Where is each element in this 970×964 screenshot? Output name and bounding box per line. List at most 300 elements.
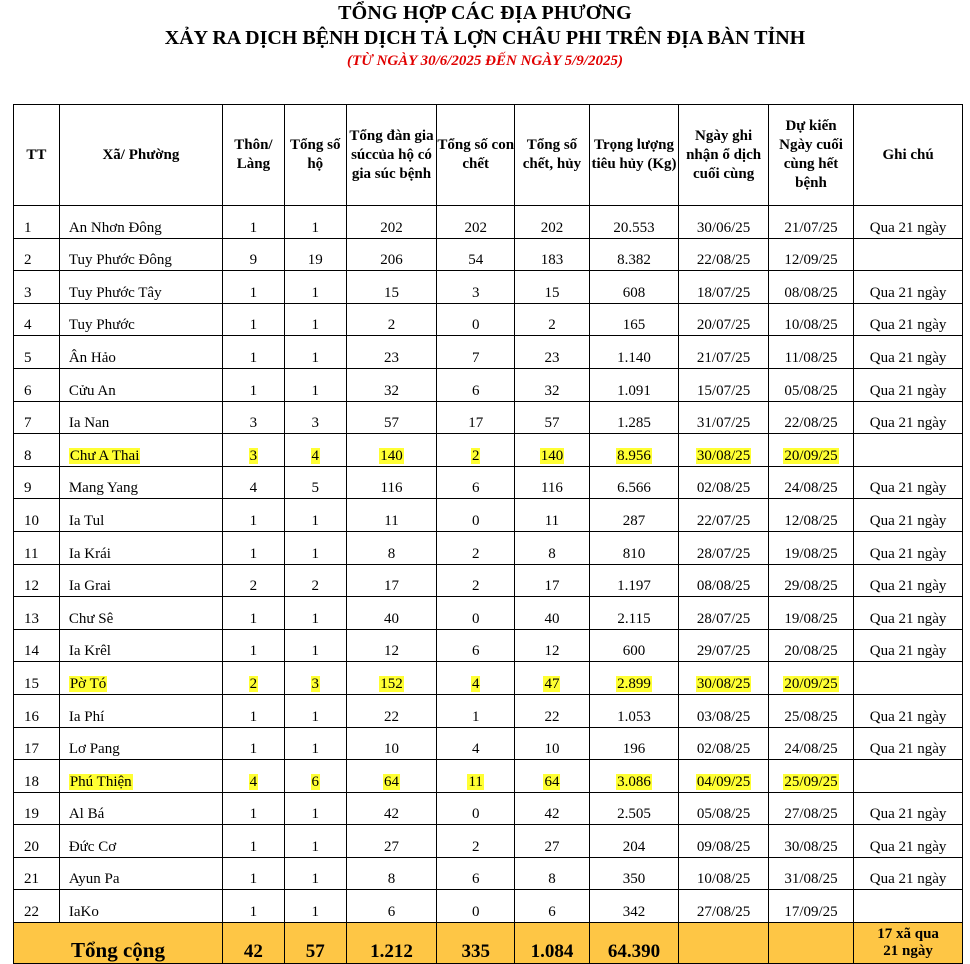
expected-end-date: 21/07/25: [784, 219, 838, 236]
total-households: 57: [284, 923, 346, 964]
row-index: 4: [24, 317, 32, 334]
culled-weight: 2.505: [617, 806, 651, 823]
commune-name: Pờ Tó: [69, 675, 107, 692]
herd-size: 116: [380, 480, 403, 497]
culled-weight-cell: [589, 499, 679, 532]
row-index: 17: [24, 741, 39, 758]
household-count-cell: [284, 694, 346, 727]
table-body: [14, 206, 963, 923]
expected-end-date-cell: [768, 694, 853, 727]
dead-count: 2: [471, 545, 480, 562]
culled-weight-cell: [589, 206, 679, 239]
last-outbreak-date-cell: [679, 694, 769, 727]
expected-end-date: 25/08/25: [784, 708, 838, 725]
culled-weight-cell: [589, 564, 679, 597]
col-header-commune: Xã/ Phường: [59, 105, 222, 206]
herd-size: 40: [383, 610, 399, 627]
household-count-cell: [284, 597, 346, 630]
dead-culled-count: 8: [548, 545, 556, 562]
expected-end-date-cell: [768, 434, 853, 467]
note: Qua 21 ngày: [869, 317, 947, 334]
row-index-cell: [14, 271, 60, 304]
village-count: 1: [249, 512, 258, 529]
row-index: 3: [24, 284, 32, 301]
row-index-cell: [14, 792, 60, 825]
report-title-line1: TỔNG HỢP CÁC ĐỊA PHƯƠNG: [338, 2, 632, 24]
household-count: 19: [307, 252, 323, 269]
culled-weight: 608: [622, 284, 646, 301]
total-weight: 64.390: [589, 923, 679, 964]
commune-name: Ia Grai: [68, 578, 111, 595]
report-date-range: (TỪ NGÀY 30/6/2025 ĐẾN NGÀY 5/9/2025): [347, 53, 623, 69]
row-index: 15: [24, 675, 39, 692]
dead-count-cell: [437, 760, 515, 793]
note-cell: [854, 499, 963, 532]
village-count-cell: [222, 564, 284, 597]
row-index-cell: [14, 857, 60, 890]
village-count-cell: [222, 336, 284, 369]
commune-name-cell: [59, 303, 222, 336]
household-count: 1: [311, 545, 319, 562]
village-count-cell: [222, 890, 284, 923]
note-cell: [854, 694, 963, 727]
village-count: 1: [249, 317, 258, 334]
household-count: 3: [311, 675, 319, 692]
dead-culled-count-cell: [515, 466, 590, 499]
expected-end-date-cell: [768, 792, 853, 825]
dead-count: 4: [471, 741, 480, 758]
note: Qua 21 ngày: [869, 610, 947, 627]
village-count-cell: [222, 238, 284, 271]
last-outbreak-date-cell: [679, 303, 769, 336]
village-count: 2: [249, 578, 258, 595]
note-cell: [854, 434, 963, 467]
last-outbreak-date-cell: [679, 597, 769, 630]
dead-count-cell: [437, 368, 515, 401]
note-cell: [854, 368, 963, 401]
row-index: 10: [24, 512, 39, 529]
commune-name-cell: [59, 662, 222, 695]
culled-weight: 1.140: [617, 349, 651, 366]
commune-name-cell: [59, 694, 222, 727]
total-empty-1: [679, 923, 769, 964]
row-index-cell: [14, 760, 60, 793]
row-index: 6: [24, 382, 32, 399]
note: Qua 21 ngày: [869, 871, 947, 888]
household-count-cell: [284, 629, 346, 662]
expected-end-date: 20/08/25: [784, 643, 838, 660]
last-outbreak-date: 30/08/25: [696, 675, 751, 692]
dead-count-cell: [437, 792, 515, 825]
dead-count-cell: [437, 401, 515, 434]
dead-count: 2: [471, 838, 480, 855]
village-count: 1: [249, 838, 258, 855]
dead-count-cell: [437, 597, 515, 630]
village-count-cell: [222, 434, 284, 467]
village-count: 4: [249, 773, 258, 790]
culled-weight-cell: [589, 597, 679, 630]
culled-weight: 600: [622, 643, 646, 660]
household-count-cell: [284, 531, 346, 564]
dead-culled-count-cell: [515, 597, 590, 630]
dead-culled-count: 57: [544, 415, 560, 432]
last-outbreak-date: 22/08/25: [696, 252, 751, 269]
dead-culled-count: 12: [544, 643, 560, 660]
culled-weight: 287: [622, 512, 646, 529]
note: Qua 21 ngày: [869, 415, 947, 432]
household-count: 5: [311, 480, 319, 497]
household-count: 1: [311, 284, 319, 301]
report-title-line2: XẢY RA DỊCH BỆNH DỊCH TẢ LỢN CHÂU PHI TRÊN ĐỊA BÀN TỈNH: [164, 27, 806, 49]
note-cell: [854, 564, 963, 597]
dead-culled-count-cell: [515, 238, 590, 271]
expected-end-date: 12/08/25: [784, 512, 838, 529]
dead-count-cell: [437, 336, 515, 369]
dead-culled-count-cell: [515, 792, 590, 825]
expected-end-date-cell: [768, 206, 853, 239]
culled-weight: 3.086: [617, 773, 651, 790]
household-count-cell: [284, 303, 346, 336]
expected-end-date-cell: [768, 271, 853, 304]
note: Qua 21 ngày: [869, 512, 947, 529]
herd-size: 6: [387, 904, 396, 921]
commune-name-cell: [59, 531, 222, 564]
commune-name: IaKo: [68, 904, 99, 921]
village-count-cell: [222, 857, 284, 890]
culled-weight: 1.053: [617, 708, 651, 725]
dead-count: 4: [471, 675, 480, 692]
herd-size: 2: [387, 317, 396, 334]
culled-weight-cell: [589, 531, 679, 564]
culled-weight-cell: [589, 466, 679, 499]
herd-size-cell: [346, 564, 437, 597]
herd-size: 206: [380, 252, 403, 269]
dead-count: 54: [468, 252, 484, 269]
expected-end-date: 25/09/25: [784, 773, 838, 790]
expected-end-date: 20/09/25: [784, 675, 838, 692]
last-outbreak-date-cell: [679, 662, 769, 695]
culled-weight-cell: [589, 662, 679, 695]
last-outbreak-date-cell: [679, 238, 769, 271]
village-count: 3: [249, 415, 258, 432]
culled-weight-cell: [589, 238, 679, 271]
col-header-dead: Tổng số con chết: [437, 105, 515, 206]
total-note-line2: 21 ngày: [883, 943, 933, 960]
row-index-cell: [14, 727, 60, 760]
dead-culled-count: 17: [544, 578, 560, 595]
expected-end-date: 30/08/25: [784, 838, 838, 855]
expected-end-date-cell: [768, 857, 853, 890]
dead-count-cell: [437, 206, 515, 239]
household-count-cell: [284, 401, 346, 434]
household-count: 1: [311, 904, 319, 921]
note-cell: [854, 401, 963, 434]
commune-name: Ia Krái: [68, 545, 111, 562]
commune-name-cell: [59, 499, 222, 532]
dead-count: 2: [471, 578, 480, 595]
row-index-cell: [14, 564, 60, 597]
table-row: [14, 336, 963, 369]
dead-culled-count: 64: [544, 773, 560, 790]
commune-name: Ân Hảo: [68, 349, 116, 366]
last-outbreak-date-cell: [679, 564, 769, 597]
note-cell: [854, 206, 963, 239]
table-row: [14, 792, 963, 825]
last-outbreak-date: 02/08/25: [696, 480, 751, 497]
dead-count: 1: [471, 708, 480, 725]
village-count-cell: [222, 401, 284, 434]
household-count-cell: [284, 434, 346, 467]
culled-weight: 350: [622, 871, 646, 888]
household-count-cell: [284, 336, 346, 369]
herd-size: 11: [384, 512, 399, 529]
table-row: [14, 694, 963, 727]
village-count-cell: [222, 303, 284, 336]
culled-weight: 1.091: [617, 382, 651, 399]
table-row: [14, 238, 963, 271]
last-outbreak-date-cell: [679, 499, 769, 532]
dead-count: 6: [471, 643, 480, 660]
culled-weight-cell: [589, 890, 679, 923]
culled-weight-cell: [589, 629, 679, 662]
row-index: 2: [24, 252, 32, 269]
culled-weight: 196: [622, 741, 646, 758]
dead-count: 0: [471, 806, 480, 823]
table-row: [14, 531, 963, 564]
row-index: 13: [24, 610, 39, 627]
last-outbreak-date-cell: [679, 368, 769, 401]
expected-end-date: 27/08/25: [784, 806, 838, 823]
last-outbreak-date-cell: [679, 271, 769, 304]
row-index-cell: [14, 434, 60, 467]
note-cell: [854, 531, 963, 564]
note-cell: [854, 825, 963, 858]
note: Qua 21 ngày: [869, 806, 947, 823]
total-dead-culled: 1.084: [515, 923, 590, 964]
dead-culled-count-cell: [515, 890, 590, 923]
commune-name: Ia Nan: [68, 415, 110, 432]
household-count-cell: [284, 890, 346, 923]
last-outbreak-date-cell: [679, 336, 769, 369]
dead-culled-count-cell: [515, 694, 590, 727]
row-index: 9: [24, 480, 32, 497]
last-outbreak-date-cell: [679, 531, 769, 564]
culled-weight-cell: [589, 727, 679, 760]
dead-count-cell: [437, 238, 515, 271]
dead-culled-count-cell: [515, 857, 590, 890]
last-outbreak-date-cell: [679, 825, 769, 858]
dead-count-cell: [437, 825, 515, 858]
col-header-village: Thôn/ Làng: [222, 105, 284, 206]
last-outbreak-date-cell: [679, 792, 769, 825]
village-count: 1: [249, 904, 258, 921]
herd-size-cell: [346, 662, 437, 695]
outbreak-table: [13, 104, 963, 964]
village-count-cell: [222, 694, 284, 727]
dead-count-cell: [437, 629, 515, 662]
table-row: [14, 499, 963, 532]
expected-end-date: 31/08/25: [784, 871, 838, 888]
herd-size: 42: [383, 806, 399, 823]
row-index-cell: [14, 629, 60, 662]
dead-culled-count: 183: [540, 252, 564, 269]
commune-name-cell: [59, 206, 222, 239]
expected-end-date: 24/08/25: [784, 741, 838, 758]
culled-weight-cell: [589, 271, 679, 304]
culled-weight: 810: [622, 545, 646, 562]
village-count-cell: [222, 727, 284, 760]
commune-name-cell: [59, 368, 222, 401]
expected-end-date: 19/08/25: [784, 545, 838, 562]
row-index: 14: [24, 643, 39, 660]
table-row: [14, 629, 963, 662]
expected-end-date-cell: [768, 466, 853, 499]
note: Qua 21 ngày: [869, 545, 947, 562]
expected-end-date: 19/08/25: [784, 610, 838, 627]
last-outbreak-date-cell: [679, 206, 769, 239]
dead-count-cell: [437, 727, 515, 760]
commune-name: An Nhơn Đông: [68, 219, 162, 236]
expected-end-date-cell: [768, 499, 853, 532]
culled-weight-cell: [589, 368, 679, 401]
commune-name-cell: [59, 760, 222, 793]
dead-count: 3: [471, 284, 480, 301]
row-index-cell: [14, 466, 60, 499]
dead-culled-count-cell: [515, 531, 590, 564]
expected-end-date-cell: [768, 336, 853, 369]
dead-count-cell: [437, 303, 515, 336]
table-row: [14, 206, 963, 239]
note-cell: [854, 597, 963, 630]
total-note: [854, 923, 963, 964]
row-index: 12: [24, 578, 39, 595]
dead-count: 0: [471, 512, 480, 529]
commune-name: Lơ Pang: [68, 741, 120, 758]
last-outbreak-date: 29/07/25: [696, 643, 751, 660]
row-index-cell: [14, 890, 60, 923]
expected-end-date-cell: [768, 825, 853, 858]
table-row: [14, 434, 963, 467]
last-outbreak-date: 22/07/25: [696, 512, 751, 529]
commune-name-cell: [59, 434, 222, 467]
herd-size: 202: [380, 219, 403, 236]
culled-weight-cell: [589, 857, 679, 890]
commune-name: Al Bá: [68, 806, 105, 823]
commune-name: Tuy Phước Tây: [68, 284, 162, 301]
dead-count: 2: [471, 447, 480, 464]
dead-culled-count: 27: [544, 838, 560, 855]
culled-weight-cell: [589, 401, 679, 434]
expected-end-date-cell: [768, 238, 853, 271]
dead-culled-count-cell: [515, 434, 590, 467]
herd-size-cell: [346, 727, 437, 760]
total-label: Tổng cộng: [14, 923, 223, 964]
commune-name: Ia Krêl: [68, 643, 111, 660]
dead-count: 202: [464, 219, 487, 236]
dead-culled-count-cell: [515, 662, 590, 695]
village-count: 1: [249, 610, 258, 627]
dead-culled-count: 2: [548, 317, 556, 334]
household-count: 1: [311, 643, 319, 660]
table-header-row: [14, 105, 963, 206]
household-count: 1: [311, 610, 319, 627]
table-row: [14, 825, 963, 858]
expected-end-date-cell: [768, 368, 853, 401]
commune-name-cell: [59, 336, 222, 369]
last-outbreak-date: 05/08/25: [696, 806, 751, 823]
herd-size: 23: [383, 349, 399, 366]
dead-culled-count-cell: [515, 206, 590, 239]
dead-count-cell: [437, 499, 515, 532]
dead-count-cell: [437, 531, 515, 564]
total-herd: 1.212: [346, 923, 437, 964]
village-count: 1: [249, 708, 258, 725]
table-row: [14, 271, 963, 304]
table-row: [14, 727, 963, 760]
note-cell: [854, 466, 963, 499]
row-index: 5: [24, 349, 32, 366]
herd-size-cell: [346, 434, 437, 467]
last-outbreak-date: 03/08/25: [696, 708, 751, 725]
last-outbreak-date: 30/08/25: [696, 447, 751, 464]
dead-culled-count-cell: [515, 564, 590, 597]
dead-culled-count-cell: [515, 727, 590, 760]
dead-count: 7: [471, 349, 480, 366]
culled-weight: 8.956: [617, 447, 651, 464]
row-index-cell: [14, 401, 60, 434]
row-index-cell: [14, 825, 60, 858]
dead-culled-count: 202: [540, 219, 564, 236]
table-row: [14, 597, 963, 630]
note-cell: [854, 238, 963, 271]
note-cell: [854, 303, 963, 336]
commune-name: Phú Thiện: [69, 773, 132, 790]
herd-size: 152: [380, 675, 403, 692]
herd-size-cell: [346, 890, 437, 923]
note-cell: [854, 727, 963, 760]
commune-name-cell: [59, 629, 222, 662]
last-outbreak-date: 28/07/25: [696, 545, 751, 562]
dead-culled-count: 6: [548, 904, 556, 921]
village-count-cell: [222, 662, 284, 695]
note-cell: [854, 662, 963, 695]
herd-size: 32: [383, 382, 399, 399]
col-header-weight: Trọng lượng tiêu hủy (Kg): [589, 105, 679, 206]
expected-end-date: 10/08/25: [784, 317, 838, 334]
household-count-cell: [284, 368, 346, 401]
herd-size: 8: [387, 545, 396, 562]
herd-size-cell: [346, 760, 437, 793]
commune-name-cell: [59, 825, 222, 858]
dead-count-cell: [437, 564, 515, 597]
last-outbreak-date-cell: [679, 466, 769, 499]
commune-name-cell: [59, 890, 222, 923]
last-outbreak-date-cell: [679, 727, 769, 760]
culled-weight-cell: [589, 434, 679, 467]
commune-name: Tuy Phước Đông: [68, 252, 172, 269]
herd-size-cell: [346, 792, 437, 825]
table-row: [14, 303, 963, 336]
expected-end-date-cell: [768, 890, 853, 923]
row-index: 16: [24, 708, 39, 725]
dead-count: 6: [471, 382, 480, 399]
last-outbreak-date-cell: [679, 760, 769, 793]
herd-size-cell: [346, 206, 437, 239]
last-outbreak-date: 28/07/25: [696, 610, 751, 627]
household-count: 1: [311, 741, 319, 758]
last-outbreak-date: 27/08/25: [696, 904, 751, 921]
household-count: 1: [311, 512, 319, 529]
